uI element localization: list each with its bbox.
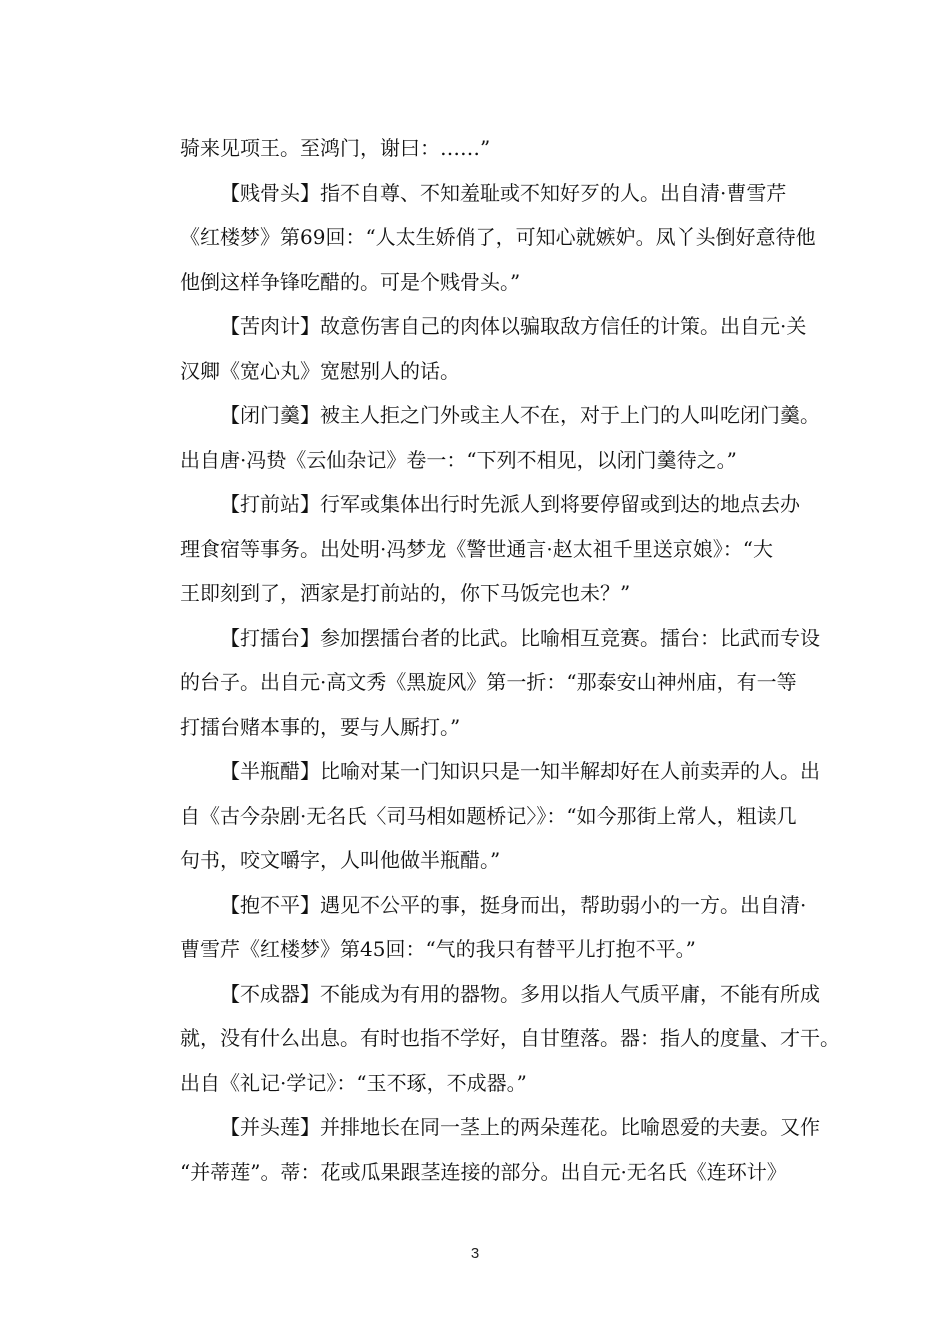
- text-line: “并蒂莲”。蒂：花或瓜果跟茎连接的部分。出自元·无名氏《连环计》: [180, 1159, 787, 1184]
- entry-line: 【贱骨头】指不自尊、不知羞耻或不知好歹的人。出自清·曹雪芹: [220, 180, 787, 205]
- text-line: 王即刻到了，洒家是打前站的，你下马饭完也未？”: [180, 581, 631, 605]
- entry-line: 【不成器】不能成为有用的器物。多用以指人气质平庸，不能有所成: [220, 981, 820, 1006]
- entry-line: 【打前站】行军或集体出行时先派人到将要停留或到达的地点去办: [220, 492, 800, 516]
- text-line: 曹雪芹《红楼梦》第45回：“气的我只有替平儿打抱不平。”: [180, 937, 696, 961]
- text-line: 汉卿《宽心丸》宽慰别人的话。: [180, 358, 460, 383]
- text-line: 的台子。出自元·高文秀《黑旋风》第一折：“那泰安山神州庙，有一等: [180, 670, 797, 694]
- text-line: 理食宿等事务。出处明·冯梦龙《警世通言·赵太祖千里送京娘》：“大: [180, 536, 773, 561]
- text-line: 出自唐·冯贽《云仙杂记》卷一：“下列不相见，以闭门羹待之。”: [180, 447, 737, 472]
- page-number: 3: [470, 1245, 480, 1262]
- text-line: 《红楼梦》第69回：“人太生娇俏了，可知心就嫉妒。凤丫头倒好意待他: [180, 225, 816, 249]
- entry-line: 【并头莲】并排地长在同一茎上的两朵莲花。比喻恩爱的夫妻。又作: [220, 1115, 820, 1139]
- text-line: 他倒这样争锋吃醋的。可是个贱骨头。”: [180, 269, 521, 294]
- text-line: 出自《礼记·学记》：“玉不琢，不成器。”: [180, 1070, 527, 1095]
- entry-line: 【闭门羹】被主人拒之门外或主人不在，对于上门的人叫吃闭门羹。: [220, 403, 820, 427]
- entry-line: 【抱不平】遇见不公平的事，挺身而出，帮助弱小的一方。出自清·: [220, 892, 807, 917]
- entry-line: 【打擂台】参加摆擂台者的比武。比喻相互竞赛。擂台：比武而专设: [220, 625, 820, 650]
- text-line: 打擂台赌本事的，要与人厮打。”: [180, 714, 461, 739]
- text-line: 自《古今杂剧·无名氏〈司马相如题桥记〉》：“如今那街上常人，粗读几: [180, 803, 797, 828]
- text-line: 骑来见项王。至鸿门，谢曰：……”: [180, 136, 491, 160]
- entry-line: 【半瓶醋】比喻对某一门知识只是一知半解却好在人前卖弄的人。出: [220, 759, 820, 783]
- document-body: [180, 126, 840, 1194]
- text-line: 句书，咬文嚼字，人叫他做半瓶醋。”: [180, 848, 501, 872]
- text-line: 就，没有什么出息。有时也指不学好，自甘堕落。器：指人的度量、才干。: [180, 1026, 840, 1050]
- entry-line: 【苦肉计】故意伤害自己的肉体以骗取敌方信任的计策。出自元·关: [220, 314, 807, 338]
